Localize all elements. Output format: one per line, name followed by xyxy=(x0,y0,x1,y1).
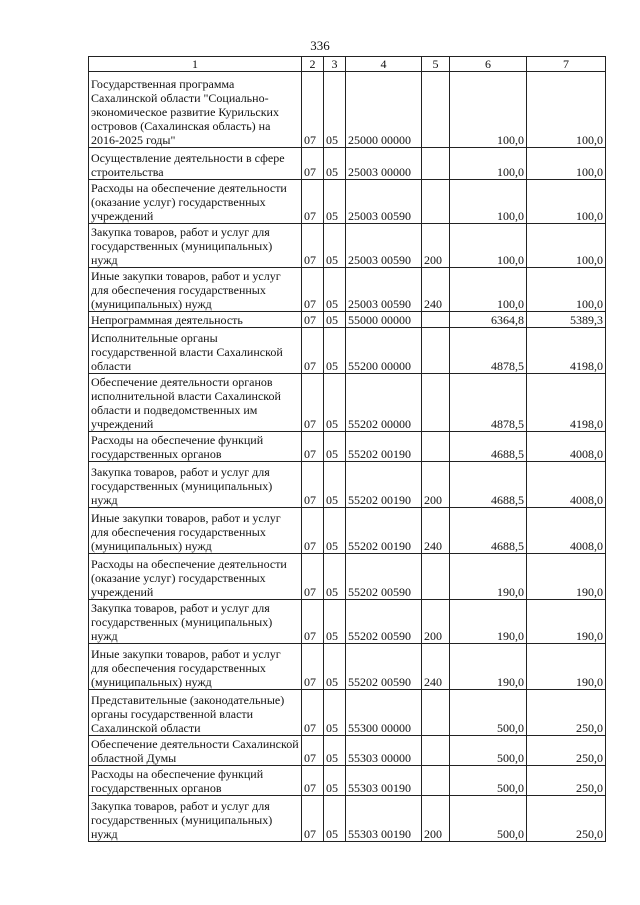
row-amount-year1: 100,0 xyxy=(450,224,527,268)
row-name: Представительные (законодательные) органы государственной власти Сахалинской области xyxy=(89,690,302,736)
row-target-code: 55202 00590 xyxy=(346,554,422,600)
row-expense-type: 240 xyxy=(422,644,450,690)
row-chapter: 07 xyxy=(302,644,324,690)
column-header: 6 xyxy=(450,57,527,72)
row-target-code: 55303 00190 xyxy=(346,766,422,796)
column-header: 2 xyxy=(302,57,324,72)
row-target-code: 25000 00000 xyxy=(346,72,422,148)
row-amount-year1: 4688,5 xyxy=(450,432,527,462)
row-amount-year1: 190,0 xyxy=(450,600,527,644)
row-amount-year1: 500,0 xyxy=(450,796,527,842)
row-amount-year2: 190,0 xyxy=(527,554,606,600)
page-number: 336 xyxy=(310,38,330,53)
row-subsection: 05 xyxy=(324,432,346,462)
row-chapter: 07 xyxy=(302,374,324,432)
row-amount-year2: 4198,0 xyxy=(527,374,606,432)
row-expense-type: 200 xyxy=(422,796,450,842)
table-row xyxy=(89,600,606,644)
table-row xyxy=(89,148,606,180)
row-subsection: 05 xyxy=(324,374,346,432)
row-name: Обеспечение деятельности органов исполнительной власти Сахалинской области и подведомственных им учреждений xyxy=(89,374,302,432)
table-row xyxy=(89,736,606,766)
row-subsection: 05 xyxy=(324,224,346,268)
row-amount-year1: 500,0 xyxy=(450,766,527,796)
row-target-code: 55202 00190 xyxy=(346,462,422,508)
row-amount-year1: 500,0 xyxy=(450,736,527,766)
row-subsection: 05 xyxy=(324,328,346,374)
row-name: Закупка товаров, работ и услуг для государственных (муниципальных) нужд xyxy=(89,600,302,644)
row-name: Осуществление деятельности в сфере строительства xyxy=(89,148,302,180)
row-subsection: 05 xyxy=(324,462,346,508)
row-amount-year1: 4688,5 xyxy=(450,508,527,554)
row-chapter: 07 xyxy=(302,462,324,508)
row-target-code: 55303 00190 xyxy=(346,796,422,842)
row-name: Расходы на обеспечение функций государственных органов xyxy=(89,766,302,796)
column-header: 7 xyxy=(527,57,606,72)
row-chapter: 07 xyxy=(302,180,324,224)
row-amount-year1: 100,0 xyxy=(450,268,527,312)
table-row xyxy=(89,72,606,148)
row-amount-year2: 4008,0 xyxy=(527,432,606,462)
row-expense-type xyxy=(422,554,450,600)
row-expense-type: 240 xyxy=(422,508,450,554)
row-expense-type: 200 xyxy=(422,462,450,508)
row-amount-year1: 190,0 xyxy=(450,644,527,690)
table-row xyxy=(89,328,606,374)
table-row xyxy=(89,644,606,690)
row-amount-year1: 100,0 xyxy=(450,72,527,148)
table-row xyxy=(89,432,606,462)
row-subsection: 05 xyxy=(324,508,346,554)
budget-table xyxy=(88,56,606,842)
row-chapter: 07 xyxy=(302,148,324,180)
row-target-code: 25003 00590 xyxy=(346,180,422,224)
row-chapter: 07 xyxy=(302,224,324,268)
row-chapter: 07 xyxy=(302,554,324,600)
row-target-code: 55202 00590 xyxy=(346,600,422,644)
row-expense-type: 240 xyxy=(422,268,450,312)
row-target-code: 25003 00590 xyxy=(346,268,422,312)
row-amount-year2: 4008,0 xyxy=(527,462,606,508)
table-row xyxy=(89,690,606,736)
row-chapter: 07 xyxy=(302,690,324,736)
row-expense-type xyxy=(422,374,450,432)
row-name: Иные закупки товаров, работ и услуг для обеспечения государственных (муниципальных) нужд xyxy=(89,644,302,690)
row-amount-year1: 100,0 xyxy=(450,148,527,180)
row-chapter: 07 xyxy=(302,600,324,644)
row-expense-type xyxy=(422,180,450,224)
table-row xyxy=(89,374,606,432)
row-subsection: 05 xyxy=(324,644,346,690)
row-chapter: 07 xyxy=(302,432,324,462)
row-chapter: 07 xyxy=(302,72,324,148)
row-name: Непрограммная деятельность xyxy=(89,312,302,328)
row-target-code: 25003 00590 xyxy=(346,224,422,268)
row-chapter: 07 xyxy=(302,312,324,328)
column-header: 5 xyxy=(422,57,450,72)
row-subsection: 05 xyxy=(324,600,346,644)
row-name: Закупка товаров, работ и услуг для государственных (муниципальных) нужд xyxy=(89,462,302,508)
row-expense-type xyxy=(422,148,450,180)
row-target-code: 55300 00000 xyxy=(346,690,422,736)
row-amount-year2: 250,0 xyxy=(527,796,606,842)
row-name: Расходы на обеспечение деятельности (оказание услуг) государственных учреждений xyxy=(89,180,302,224)
row-amount-year1: 4878,5 xyxy=(450,374,527,432)
row-name: Закупка товаров, работ и услуг для государственных (муниципальных) нужд xyxy=(89,796,302,842)
row-target-code: 55200 00000 xyxy=(346,328,422,374)
table-row xyxy=(89,312,606,328)
row-subsection: 05 xyxy=(324,268,346,312)
row-amount-year2: 190,0 xyxy=(527,644,606,690)
row-target-code: 55303 00000 xyxy=(346,736,422,766)
row-name: Государственная программа Сахалинской области "Социально-экономическое развитие Курильских островов (Сахалинская область) на 2016-2025 годы" xyxy=(89,72,302,148)
row-target-code: 55202 00190 xyxy=(346,508,422,554)
row-amount-year2: 4008,0 xyxy=(527,508,606,554)
row-name: Расходы на обеспечение функций государственных органов xyxy=(89,432,302,462)
row-amount-year2: 250,0 xyxy=(527,736,606,766)
row-amount-year1: 100,0 xyxy=(450,180,527,224)
column-header: 1 xyxy=(89,57,302,72)
row-amount-year2: 100,0 xyxy=(527,224,606,268)
row-amount-year1: 500,0 xyxy=(450,690,527,736)
row-expense-type: 200 xyxy=(422,224,450,268)
row-chapter: 07 xyxy=(302,796,324,842)
row-expense-type: 200 xyxy=(422,600,450,644)
row-subsection: 05 xyxy=(324,554,346,600)
row-chapter: 07 xyxy=(302,328,324,374)
row-subsection: 05 xyxy=(324,736,346,766)
row-name: Иные закупки товаров, работ и услуг для обеспечения государственных (муниципальных) нужд xyxy=(89,508,302,554)
table-row xyxy=(89,766,606,796)
row-amount-year1: 4878,5 xyxy=(450,328,527,374)
table-row xyxy=(89,180,606,224)
row-amount-year2: 250,0 xyxy=(527,766,606,796)
table-row xyxy=(89,554,606,600)
row-amount-year2: 100,0 xyxy=(527,180,606,224)
row-amount-year2: 250,0 xyxy=(527,690,606,736)
row-expense-type xyxy=(422,766,450,796)
row-amount-year1: 6364,8 xyxy=(450,312,527,328)
row-amount-year2: 190,0 xyxy=(527,600,606,644)
row-expense-type xyxy=(422,72,450,148)
row-amount-year2: 100,0 xyxy=(527,268,606,312)
row-expense-type xyxy=(422,690,450,736)
row-expense-type xyxy=(422,312,450,328)
row-chapter: 07 xyxy=(302,268,324,312)
row-target-code: 25003 00000 xyxy=(346,148,422,180)
row-expense-type xyxy=(422,432,450,462)
row-subsection: 05 xyxy=(324,72,346,148)
row-amount-year2: 100,0 xyxy=(527,148,606,180)
row-name: Иные закупки товаров, работ и услуг для обеспечения государственных (муниципальных) нужд xyxy=(89,268,302,312)
row-subsection: 05 xyxy=(324,796,346,842)
row-name: Исполнительные органы государственной власти Сахалинской области xyxy=(89,328,302,374)
row-expense-type xyxy=(422,736,450,766)
row-subsection: 05 xyxy=(324,766,346,796)
row-target-code: 55000 00000 xyxy=(346,312,422,328)
row-amount-year2: 5389,3 xyxy=(527,312,606,328)
column-header: 4 xyxy=(346,57,422,72)
row-amount-year1: 4688,5 xyxy=(450,462,527,508)
row-subsection: 05 xyxy=(324,180,346,224)
row-chapter: 07 xyxy=(302,508,324,554)
row-name: Обеспечение деятельности Сахалинской областной Думы xyxy=(89,736,302,766)
row-name: Расходы на обеспечение деятельности (оказание услуг) государственных учреждений xyxy=(89,554,302,600)
row-amount-year2: 4198,0 xyxy=(527,328,606,374)
row-subsection: 05 xyxy=(324,312,346,328)
table-row xyxy=(89,462,606,508)
row-subsection: 05 xyxy=(324,690,346,736)
table-row xyxy=(89,796,606,842)
row-name: Закупка товаров, работ и услуг для государственных (муниципальных) нужд xyxy=(89,224,302,268)
row-target-code: 55202 00590 xyxy=(346,644,422,690)
row-expense-type xyxy=(422,328,450,374)
row-chapter: 07 xyxy=(302,736,324,766)
row-subsection: 05 xyxy=(324,148,346,180)
table-row xyxy=(89,268,606,312)
header-row xyxy=(89,57,606,72)
row-chapter: 07 xyxy=(302,766,324,796)
table-row xyxy=(89,508,606,554)
table-row xyxy=(89,224,606,268)
row-amount-year1: 190,0 xyxy=(450,554,527,600)
row-amount-year2: 100,0 xyxy=(527,72,606,148)
column-header: 3 xyxy=(324,57,346,72)
row-target-code: 55202 00000 xyxy=(346,374,422,432)
row-target-code: 55202 00190 xyxy=(346,432,422,462)
